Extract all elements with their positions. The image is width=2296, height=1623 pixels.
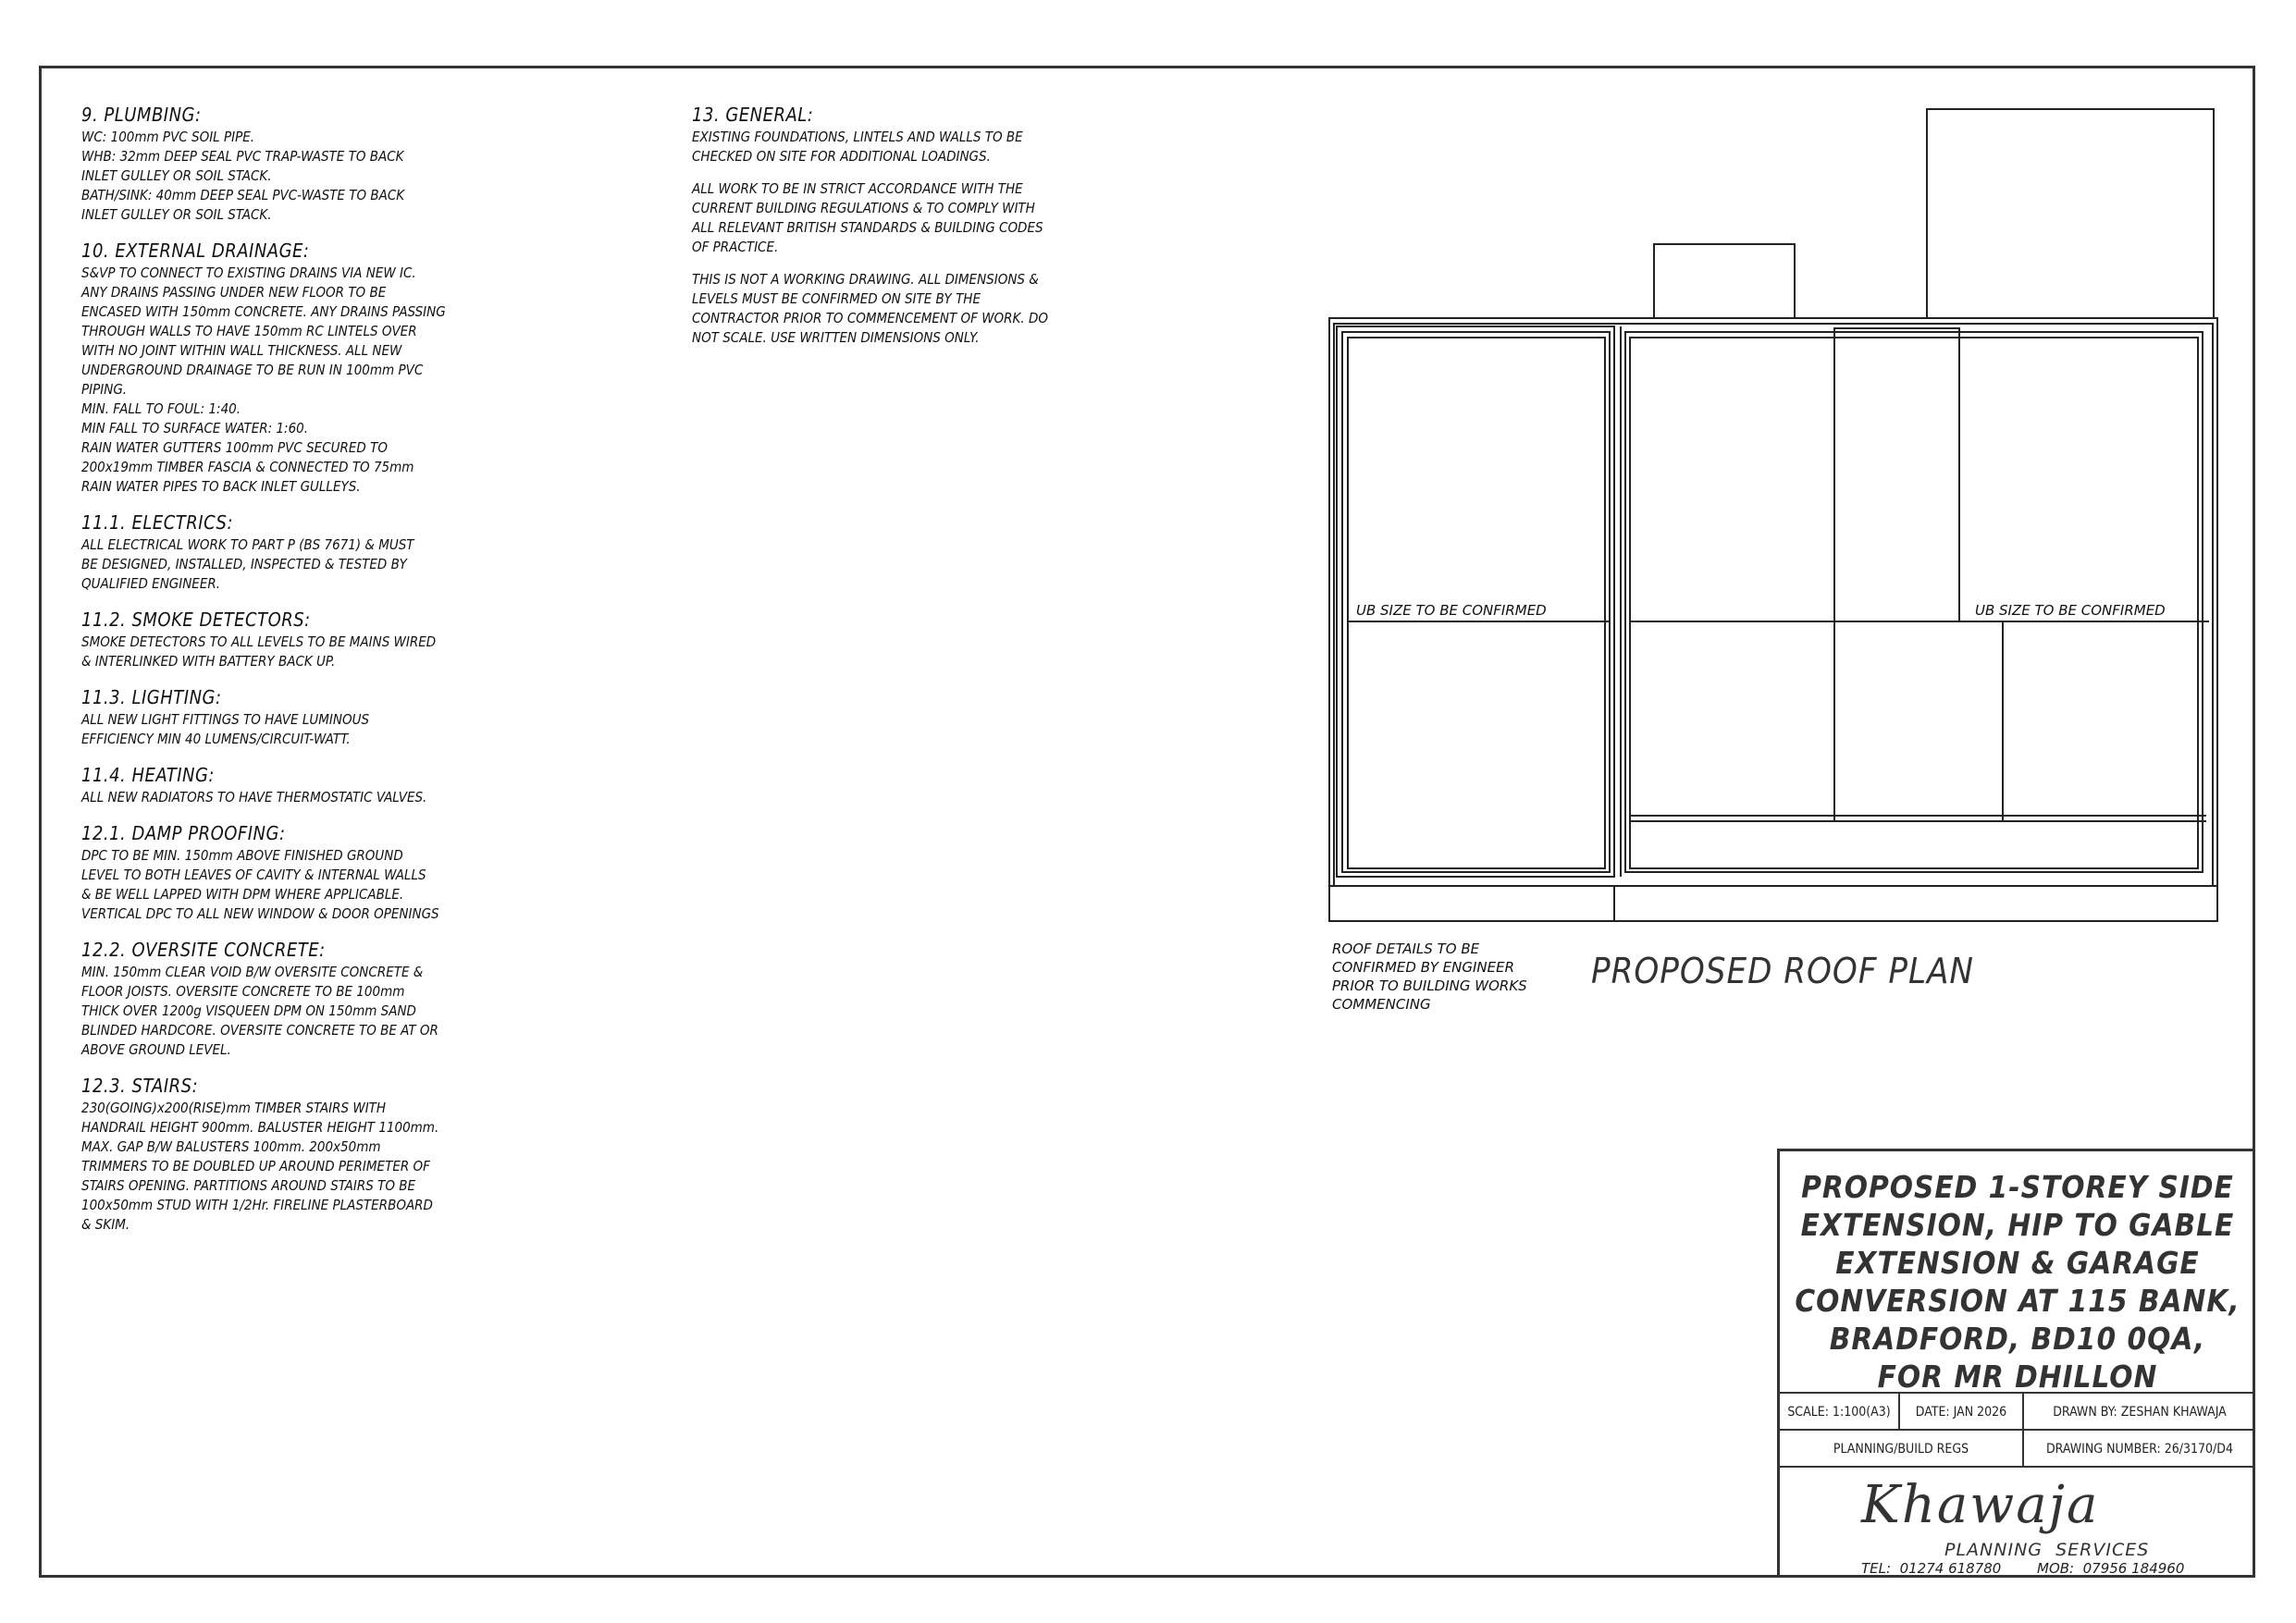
note-line: ABOVE GROUND LEVEL.	[81, 1041, 231, 1058]
note-line: SMOKE DETECTORS TO ALL LEVELS TO BE MAINS WIRED	[81, 633, 437, 650]
roof-projection-small	[1654, 244, 1795, 318]
note-line: S&VP TO CONNECT TO EXISTING DRAINS VIA NEW IC.	[81, 264, 416, 281]
note-line: & BE WELL LAPPED WITH DPM WHERE APPLICABLE.	[81, 886, 404, 903]
note-line: PIPING.	[81, 381, 128, 398]
note-heading: 13. GENERAL:	[692, 104, 814, 126]
note-line: ENCASED WITH 150mm CONCRETE. ANY DRAINS PASSING	[81, 303, 446, 320]
company-tel: TEL: 01274 618780	[1861, 1560, 2002, 1577]
note-line: INLET GULLEY OR SOIL STACK.	[81, 206, 272, 223]
note-line: BATH/SINK: 40mm DEEP SEAL PVC-WASTE TO BACK	[81, 187, 405, 203]
note-heading: 11.1. ELECTRICS:	[81, 511, 234, 534]
company-mob: MOB: 07956 184960	[2037, 1560, 2185, 1577]
note-heading: 10. EXTERNAL DRAINAGE:	[81, 240, 310, 262]
note-line: MIN FALL TO SURFACE WATER: 1:60.	[81, 420, 309, 436]
note-line: THICK OVER 1200g VISQUEEN DPM ON 150mm SAND	[81, 1002, 416, 1019]
date-cell: DATE: JAN 2026	[1900, 1394, 2024, 1431]
title-block-brand-row	[1780, 1466, 2255, 1582]
title-block-row-1	[1780, 1392, 2255, 1431]
note-line: 200x19mm TIMBER FASCIA & CONNECTED TO 75mm	[81, 459, 414, 475]
note-line: ALL NEW RADIATORS TO HAVE THERMOSTATIC VALVES.	[81, 789, 427, 805]
note-line: 230(GOING)x200(RISE)mm TIMBER STAIRS WITH	[81, 1100, 387, 1116]
note-line: VERTICAL DPC TO ALL NEW WINDOW & DOOR OPENINGS	[81, 905, 439, 922]
note-line: DPC TO BE MIN. 150mm ABOVE FINISHED GROUND	[81, 847, 403, 864]
note-line: & INTERLINKED WITH BATTERY BACK UP.	[81, 653, 336, 670]
note-line: BE DESIGNED, INSTALLED, INSPECTED & TESTED BY	[81, 556, 407, 572]
title-block	[1777, 1149, 2255, 1578]
note-line: CONTRACTOR PRIOR TO COMMENCEMENT OF WORK. DO	[692, 310, 1048, 326]
project-title-line: EXTENSION & GARAGE	[1835, 1245, 2200, 1281]
ub-label-left: UB SIZE TO BE CONFIRMED	[1356, 602, 1547, 619]
note-heading: 11.3. LIGHTING:	[81, 686, 222, 708]
note-line: NOT SCALE. USE WRITTEN DIMENSIONS ONLY.	[692, 329, 980, 346]
note-line: LEVELS MUST BE CONFIRMED ON SITE BY THE	[692, 290, 981, 307]
stage-cell: PLANNING/BUILD REGS	[1780, 1431, 2024, 1468]
note-line: & SKIM.	[81, 1216, 130, 1233]
note-line: MIN. FALL TO FOUL: 1:40.	[81, 400, 241, 417]
roof-projection-tall	[1927, 109, 2214, 318]
note-line: CURRENT BUILDING REGULATIONS & TO COMPLY WITH	[692, 200, 1035, 216]
company-subtitle: PLANNING SERVICES	[1944, 1540, 2150, 1560]
drawing-number-cell: DRAWING NUMBER: 26/3170/D4	[2045, 1442, 2234, 1457]
scale-cell: SCALE: 1:100(A3)	[1780, 1394, 1900, 1431]
note-line: BLINDED HARDCORE. OVERSITE CONCRETE TO BE AT OR	[81, 1022, 438, 1039]
plan-title: PROPOSED ROOF PLAN	[1591, 951, 1974, 991]
central-bay	[1834, 328, 1959, 621]
note-line: ANY DRAINS PASSING UNDER NEW FLOOR TO BE	[81, 284, 387, 301]
note-line: INLET GULLEY OR SOIL STACK.	[81, 167, 272, 184]
title-block-row-2	[1780, 1429, 2255, 1468]
note-heading: 11.2. SMOKE DETECTORS:	[81, 609, 311, 631]
note-line: RAIN WATER PIPES TO BACK INLET GULLEYS.	[81, 478, 361, 495]
note-line: OF PRACTICE.	[692, 239, 779, 255]
project-title-line: PROPOSED 1-STOREY SIDE	[1801, 1169, 2234, 1205]
roof-outline	[1329, 318, 2217, 921]
note-line: ALL RELEVANT BRITISH STANDARDS & BUILDING CODES	[692, 219, 1043, 236]
note-line: WC: 100mm PVC SOIL PIPE.	[81, 129, 255, 145]
note-line: UNDERGROUND DRAINAGE TO BE RUN IN 100mm PVC	[81, 362, 424, 378]
note-line: WITH NO JOINT WITHIN WALL THICKNESS. ALL NEW	[81, 342, 402, 359]
note-line: ALL ELECTRICAL WORK TO PART P (BS 7671) & MUST	[81, 536, 414, 553]
note-line: FLOOR JOISTS. OVERSITE CONCRETE TO BE 100mm	[81, 983, 405, 1000]
note-heading: 9. PLUMBING:	[81, 104, 202, 126]
note-line: QUALIFIED ENGINEER.	[81, 575, 221, 592]
note-line: WHB: 32mm DEEP SEAL PVC TRAP-WASTE TO BACK	[81, 148, 404, 165]
project-title	[1780, 1168, 2255, 1396]
project-title-line: EXTENSION, HIP TO GABLE	[1800, 1207, 2235, 1243]
note-line: EXISTING FOUNDATIONS, LINTELS AND WALLS TO BE	[692, 129, 1023, 145]
note-heading: 12.3. STAIRS:	[81, 1075, 199, 1097]
note-line: STAIRS OPENING. PARTITIONS AROUND STAIRS TO BE	[81, 1177, 416, 1194]
note-line: THIS IS NOT A WORKING DRAWING. ALL DIMENSIONS &	[692, 271, 1039, 288]
note-line: TRIMMERS TO BE DOUBLED UP AROUND PERIMETER OF	[81, 1158, 430, 1174]
note-line: RAIN WATER GUTTERS 100mm PVC SECURED TO	[81, 439, 388, 456]
note-line: MIN. 150mm CLEAR VOID B/W OVERSITE CONCRETE &	[81, 964, 424, 980]
roof-note: ROOF DETAILS TO BE CONFIRMED BY ENGINEER PRIOR TO BUILDING WORKS COMMENCING	[1332, 941, 1527, 1013]
note-line: CHECKED ON SITE FOR ADDITIONAL LOADINGS.	[692, 148, 991, 165]
note-line: MAX. GAP B/W BALUSTERS 100mm. 200x50mm	[81, 1138, 381, 1155]
project-title-line: CONVERSION AT 115 BANK,	[1795, 1283, 2240, 1319]
note-heading: 12.1. DAMP PROOFING:	[81, 822, 286, 844]
note-line: 100x50mm STUD WITH 1/2Hr. FIRELINE PLASTERBOARD	[81, 1197, 433, 1213]
note-line: EFFICIENCY MIN 40 LUMENS/CIRCUIT-WATT.	[81, 731, 351, 747]
note-heading: 11.4. HEATING:	[81, 764, 215, 786]
project-title-line: FOR MR DHILLON	[1877, 1359, 2158, 1395]
ub-label-right: UB SIZE TO BE CONFIRMED	[1975, 602, 2166, 619]
note-heading: 12.2. OVERSITE CONCRETE:	[81, 939, 326, 961]
note-line: ALL NEW LIGHT FITTINGS TO HAVE LUMINOUS	[81, 711, 370, 728]
company-logo-text: Khawaja	[1861, 1475, 2100, 1535]
note-line: HANDRAIL HEIGHT 900mm. BALUSTER HEIGHT 1100mm.	[81, 1119, 439, 1136]
note-line: LEVEL TO BOTH LEAVES OF CAVITY & INTERNAL WALLS	[81, 867, 426, 883]
note-line: THROUGH WALLS TO HAVE 150mm RC LINTELS OVER	[81, 323, 417, 339]
note-line: ALL WORK TO BE IN STRICT ACCORDANCE WITH THE	[692, 180, 1023, 197]
drawn-by-cell: DRAWN BY: ZESHAN KHAWAJA	[2053, 1405, 2227, 1420]
project-title-line: BRADFORD, BD10 0QA,	[1829, 1321, 2206, 1357]
